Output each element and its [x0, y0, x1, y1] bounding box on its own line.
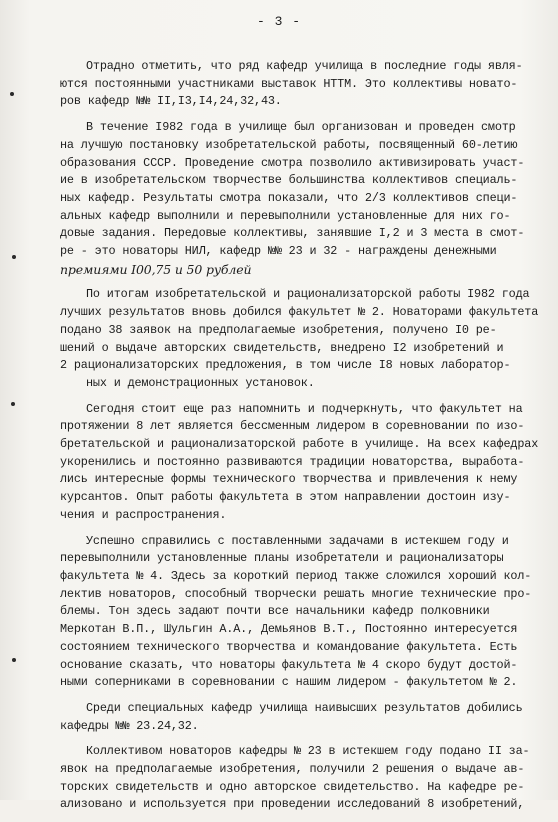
text-line: образования СССР. Проведение смотра позволило активизировать участ- [60, 155, 525, 170]
text-line: ными соперниками в соревновании с нашим лидером - факультетом № 2. [60, 675, 518, 690]
text-line: лучших результатов вновь добился факультет № 2. Новаторами факультета [60, 305, 539, 320]
text-line: на лучшую постановку изобретательской работы, посвященный 60-летию [60, 137, 518, 152]
text-line: подано 38 заявок на предполагаемые изобретения, получено I0 ре- [60, 322, 497, 337]
margin-dot-mark [10, 92, 14, 96]
text-line: ются постоянными участниками выставок НТТМ. Это коллективы новато- [60, 76, 518, 91]
text-line: Среди специальных кафедр училища наивысших результатов добились [86, 700, 523, 715]
text-line: В течение I982 года в училище был организован и проведен смотр [86, 120, 516, 135]
text-line: ных и демонстрационных установок. [86, 375, 315, 390]
text-line: кафедры №№ 23.24,32. [60, 718, 199, 733]
text-line: состоянием технического творчества и командование факультета. Есть [60, 639, 518, 654]
text-line: лектив новаторов, способный творчески решать многие технические про- [60, 586, 532, 601]
text-line: Сегодня стоит еще раз напомнить и подчеркнуть, что факультет на [86, 401, 523, 416]
text-line: бретательской и рационализаторской работе в училище. На всех кафедрах [60, 437, 539, 452]
text-line: альных кафедр выполнили и перевыполнили установленные для них го- [60, 208, 511, 223]
text-line: ие в изобретательском творчестве большинства коллективов специаль- [60, 173, 518, 188]
margin-dot-mark [11, 402, 15, 406]
text-line: ализовано и используется при проведении исследований 8 изобретений, [60, 797, 525, 812]
text-line: ре - это новаторы НИЛ, кафедр №№ 23 и 32 - награждены денежными [60, 244, 497, 259]
text-line: шений о выдаче авторских свидетельств, внедрено I2 изобретений и [60, 340, 504, 355]
text-line: укоренились и постоянно развиваются традиции новаторства, выработа- [60, 454, 525, 469]
text-line: факультета № 4. Здесь за короткий период также сложился хороший кол- [60, 568, 532, 583]
text-line: Успешно справились с поставленными задачами в истекшем году и [86, 533, 509, 548]
text-line: 2 рационализаторских предложения, в том числе I8 новых лаборатор- [60, 358, 511, 373]
text-line: премиями I00,75 и 50 рублей [60, 261, 252, 277]
paragraph [60, 401, 539, 525]
text-line: лись интересные формы технического творчества и привлечения к нему [60, 472, 518, 487]
paragraph [60, 743, 530, 814]
text-line: чения и распространения. [60, 507, 227, 522]
text-line: торских свидетельств и одно авторское свидетельство. На кафедре ре- [60, 779, 525, 794]
text-line: перевыполнили установленные планы изобретатели и рационализаторы [60, 551, 504, 566]
text-line: довые задания. Передовые коллективы, занявшие I,2 и 3 места в смот- [60, 226, 525, 241]
text-line: Меркотан В.П., Шульгин А.А., Демьянов В.Т., Постоянно интересуется [60, 622, 518, 637]
paragraph [60, 533, 530, 692]
paragraph [60, 286, 539, 392]
paragraph [60, 119, 530, 278]
paragraph [60, 700, 530, 735]
text-line: ных кафедр. Результаты смотра показали, что 2/3 коллективов специ- [60, 190, 518, 205]
margin-dot-mark [12, 255, 16, 259]
page-number: - 3 - [256, 14, 301, 29]
text-line: ров кафедр №№ II,I3,I4,24,32,43. [60, 94, 282, 109]
text-line: По итогам изобретательской и рационализаторской работы I982 года [86, 287, 530, 302]
text-line: Отрадно отметить, что ряд кафедр училища в последние годы явля- [86, 59, 523, 73]
text-line: явок на предполагаемые изобретения, получили 2 решения о выдаче ав- [60, 762, 525, 777]
text-line: блемы. Тон здесь задают почти все начальники кафедр полковники [60, 604, 490, 619]
text-line: основание сказать, что новаторы факультета № 4 скоро будут достой- [60, 657, 518, 672]
text-line: Коллективом новаторов кафедры № 23 в истекшем году подано II за- [86, 744, 530, 759]
text-line: курсантов. Опыт работы факультета в этом направлении достоин изу- [60, 490, 511, 505]
paragraph [60, 58, 530, 111]
margin-dot-mark [12, 658, 16, 662]
text-line: протяжении 8 лет является бессменным лидером в соревновании по изо- [60, 419, 525, 434]
document-body [60, 58, 539, 822]
